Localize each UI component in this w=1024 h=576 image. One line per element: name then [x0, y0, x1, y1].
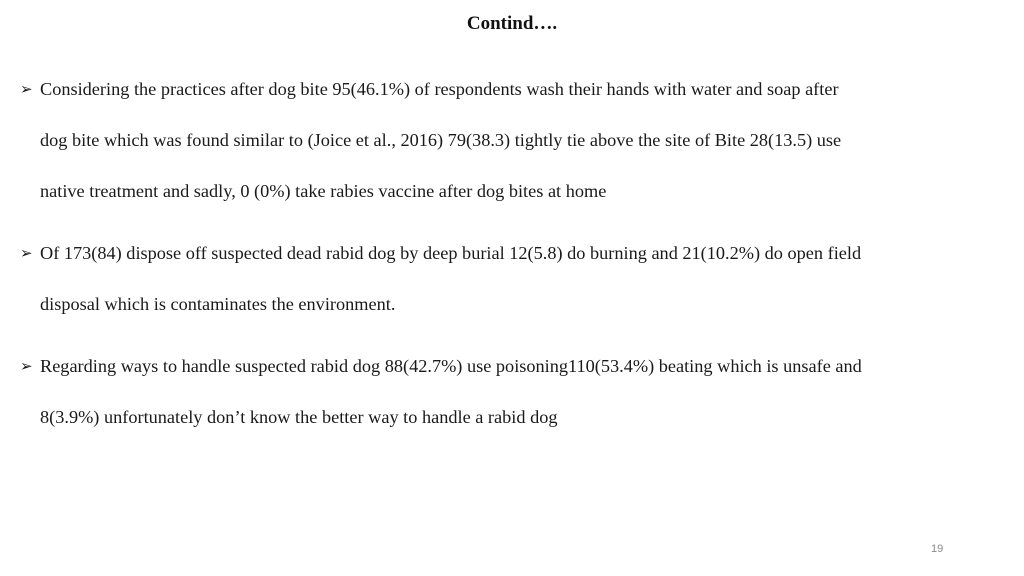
slide-title: Contind….: [466, 13, 558, 34]
bullet-text-line: Considering the practices after dog bite 95(46.1%) of respondents wash their hands with water and soap after: [40, 79, 839, 99]
arrow-bullet-icon: ➢: [20, 244, 33, 262]
bullet-item-handling-rabid-dog: [20, 341, 1012, 443]
bullet-text-line: native treatment and sadly, 0 (0%) take rabies vaccine after dog bites at home: [40, 181, 607, 201]
bullet-item-dead-dog-disposal: [20, 228, 1012, 330]
bullet-list: [20, 64, 1012, 443]
bullet-text-line: dog bite which was found similar to (Joice et al., 2016) 79(38.3) tightly tie above the site of Bite 28(13.5) use: [40, 130, 842, 150]
bullet-text-line: Regarding ways to handle suspected rabid dog 88(42.7%) use poisoning110(53.4%) beating which is unsafe and: [40, 356, 862, 376]
bullet-item-practices-after-bite: [20, 64, 1012, 217]
bullet-text-line: 8(3.9%) unfortunately don’t know the better way to handle a rabid dog: [40, 407, 558, 427]
bullet-text-line: disposal which is contaminates the environment.: [40, 294, 396, 314]
arrow-bullet-icon: ➢: [20, 80, 33, 98]
bullet-text-line: Of 173(84) dispose off suspected dead rabid dog by deep burial 12(5.8) do burning and 21(10.2%) do open field: [40, 243, 862, 263]
page-number: 19: [931, 543, 944, 555]
arrow-bullet-icon: ➢: [20, 357, 33, 375]
